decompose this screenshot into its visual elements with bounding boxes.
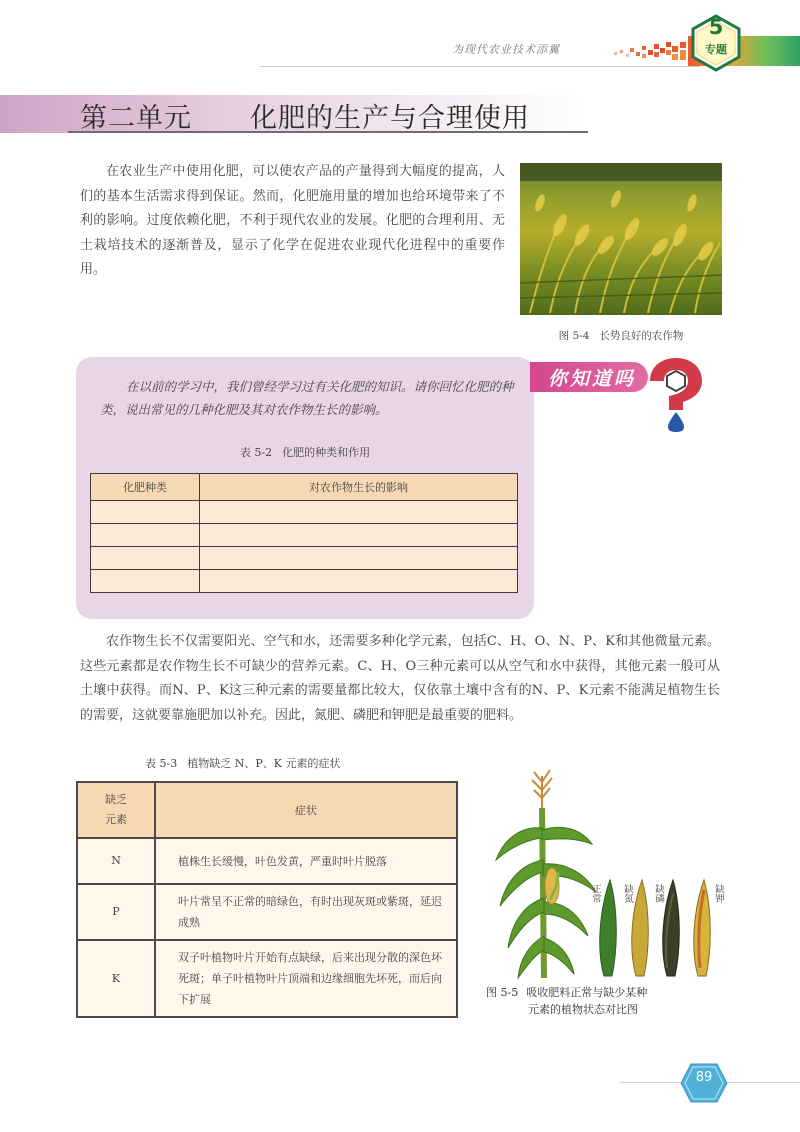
module-label: 专题 (705, 43, 727, 56)
table-cell[interactable] (200, 547, 518, 570)
figure-5-4-caption (520, 328, 722, 343)
header-deficient-element: 缺乏元素 (77, 782, 155, 838)
corn-comparison-figure (492, 768, 724, 980)
figure-5-5-number: 图 5-5 (486, 986, 519, 999)
nutrient-paragraph: 农作物生长不仅需要阳光、空气和水，还需要多种化学元素，包括C、H、O、N、P、K和其他微量元素。这些元素都是农作物生长不可缺少的营养元素。C、H、O三种元素可以从空气和水中获得，其他元素一般可从土壤中获得。而N、P、K这三种元素的需要量都比较大，仅依靠土壤中含有的N、P、K元素不能满足植物生长的需要，这就要靠施肥加以补充。因此，氮肥、磷肥和钾肥是最重要的肥料。 (80, 634, 720, 723)
unit-title: 化肥的生产与合理使用 (250, 103, 530, 134)
header-symptom: 症状 (155, 782, 457, 838)
fertilizer-types-table (90, 473, 518, 593)
table-row (91, 501, 518, 524)
corn-plant-illustration (492, 768, 724, 980)
table-row (91, 524, 518, 547)
crop-field-photo (520, 163, 722, 315)
figure-5-5-caption-line2: 元素的植物状态对比图 (528, 1003, 638, 1016)
unit-number-label: 第二单元 (80, 103, 192, 134)
table-5-2-number: 表 5-2 (239, 446, 273, 459)
table-header-row (77, 782, 457, 838)
table-5-3-number: 表 5-3 (145, 757, 178, 770)
table-5-3-title: 植物缺乏 N、P、K 元素的症状 (187, 757, 341, 770)
table-row (91, 547, 518, 570)
page-number: 89 (695, 1070, 713, 1085)
table-cell[interactable] (91, 570, 200, 593)
element-cell: P (77, 884, 155, 940)
table-cell[interactable] (200, 570, 518, 593)
leaf-label-nitrogen-deficient: 缺氮 (622, 884, 633, 903)
leaf-label-potassium-deficient: 缺钾 (713, 884, 724, 903)
table-cell[interactable] (91, 501, 200, 524)
header-effect-on-growth: 对农作物生长的影响 (200, 474, 518, 501)
element-cell: K (77, 940, 155, 1017)
intro-paragraph: 在农业生产中使用化肥，可以使农产品的产量得到大幅度的提高，人们的基本生活需求得到保证。然而，化肥施用量的增加也给环境带来了不利的影响。过度依赖化肥，不利于现代农业的发展。化肥的合理利用、无土栽培技术的逐渐普及，显示了化学在促进农业现代化进程中的重要作用。 (80, 164, 505, 277)
did-you-know-text: 在以前的学习中，我们曾经学习过有关化肥的知识。请你回忆化肥的种类，说出常见的几种化肥及其对农作物生长的影响。 (100, 379, 514, 417)
module-number: 5 (708, 15, 724, 39)
table-row (77, 884, 457, 940)
table-row (77, 838, 457, 884)
symptom-cell: 植株生长缓慢，叶色发黄，严重时叶片脱落 (155, 838, 457, 884)
running-title: 为现代农业技术添翼 (452, 43, 560, 56)
symptom-cell: 叶片常呈不正常的暗绿色，有时出现灰斑或紫斑，延迟成熟 (155, 884, 457, 940)
figure-5-4-text: 长势良好的农作物 (599, 330, 684, 342)
table-5-2-title: 化肥的种类和作用 (282, 446, 371, 459)
header-fertilizer-type: 化肥种类 (91, 474, 200, 501)
table-row (91, 570, 518, 593)
table-cell[interactable] (200, 501, 518, 524)
table-cell[interactable] (91, 547, 200, 570)
figure-5-5-caption (486, 984, 726, 1018)
element-cell: N (77, 838, 155, 884)
header-rule (260, 66, 700, 67)
leaf-label-normal: 正常 (590, 884, 601, 903)
leaf-label-phosphorus-deficient: 缺磷 (653, 884, 664, 903)
symptom-cell: 双子叶植物叶片开始有点缺绿，后来出现分散的深色坏死斑；单子叶植物叶片顶端和边缘细胞先坏死，而后向下扩展 (155, 940, 457, 1017)
table-5-3-caption (145, 755, 445, 771)
table-cell[interactable] (91, 524, 200, 547)
table-5-2-caption (180, 444, 430, 460)
figure-5-5-caption-line1: 吸收肥料正常与缺少某种 (526, 986, 648, 999)
table-row (77, 940, 457, 1017)
table-cell[interactable] (200, 524, 518, 547)
question-mark-icon (646, 354, 706, 432)
figure-5-4-number: 图 5-4 (558, 330, 590, 342)
did-you-know-label: 你知道吗 (547, 368, 636, 390)
table-header-row (91, 474, 518, 501)
header-dot-pattern (612, 38, 688, 62)
deficiency-symptoms-table (76, 781, 458, 1018)
